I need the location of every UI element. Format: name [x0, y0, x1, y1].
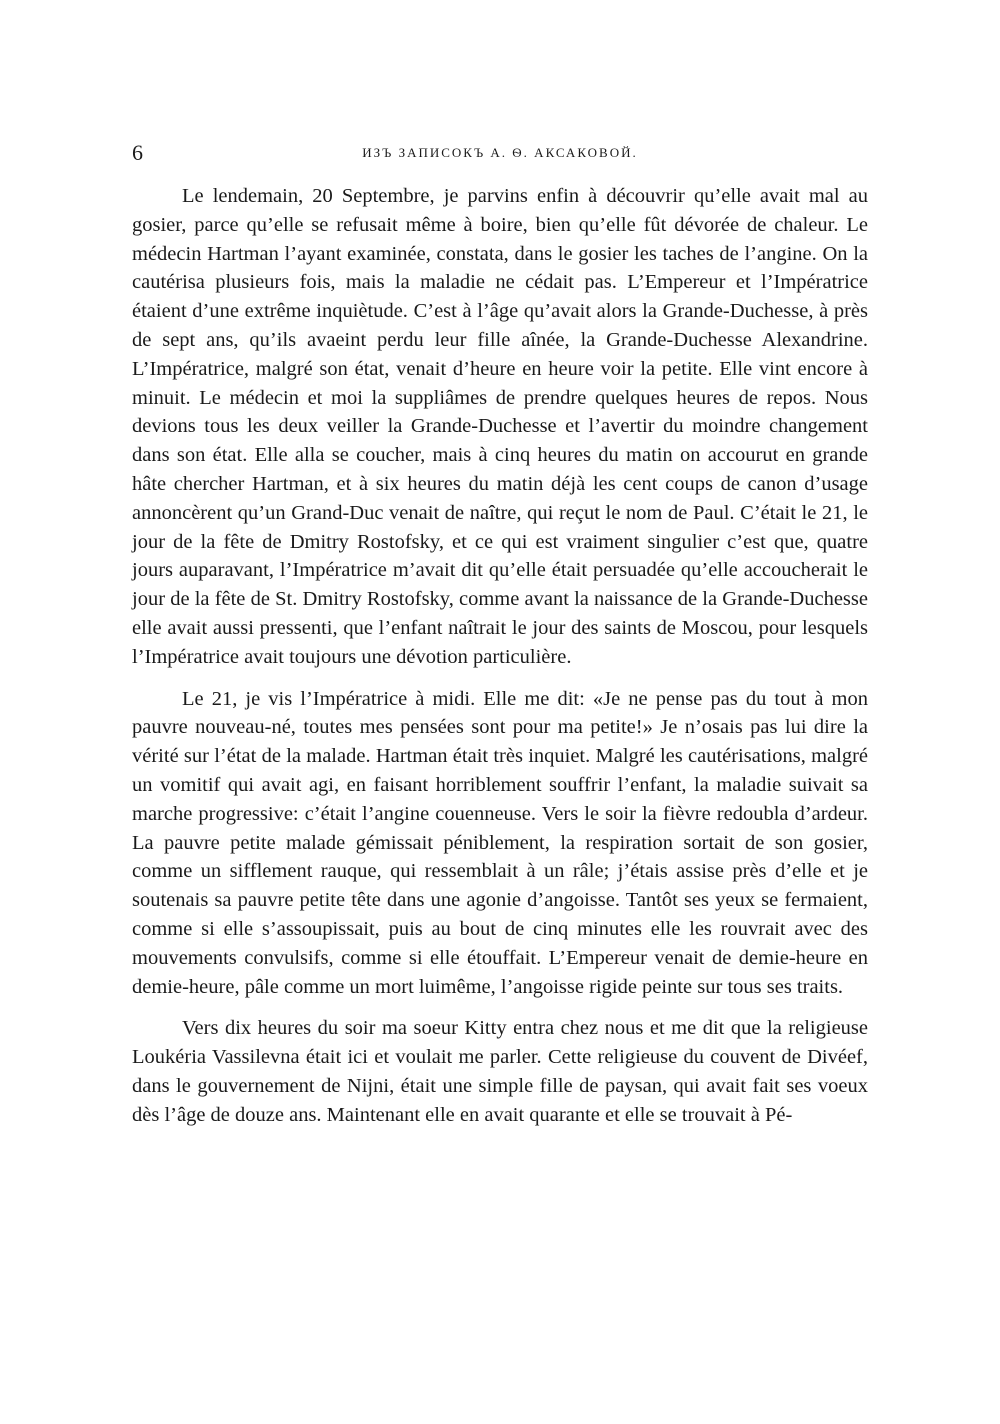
paragraph-1: Le lendemain, 20 Septembre, je parvins enfin à découvrir qu’elle avait mal au gosier, parce qu’elle se refusait même à boire, bien qu’elle fût dévorée de chaleur. Le médecin Hartman l’ayant examinée, constata, dans le gosier les taches de l’angine. On la cautérisa plusieurs fois, mais la maladie ne cédait pas. L’Empereur et l’Impératrice étaient d’une extrême inquiètude. C’est à l’âge qu’avait alors la Grande-Duchesse, à près de sept ans, qu’ils avaeint perdu leur fille aînée, la Grande-Duchesse Alexandrine. L’Impératrice, malgré son état, venait d’heure en heure voir la petite. Elle vint encore à minuit. Le médecin et moi la suppliâmes de prendre quelques heures de repos. Nous devions tous les deux veiller la Grande-Duchesse et l’avertir du moindre changement dans son état. Elle alla se coucher, mais à cinq heures du matin on accourut en grande hâte chercher Hartman, et à six heures du matin déjà les cent coups de canon d’usage annoncèrent qu’un Grand-Duc venait de naître, qui reçut le nom de Paul. C’était le 21, le jour de la fête de Dmitry Rostofsky, et ce qui est vraiment singulier c’est que, quatre jours auparavant, l’Impératrice m’avait dit qu’elle était persuadée qu’elle accoucherait le jour de la fête de St. Dmitry Rostofsky, comme avant la naissance de la Grande-Duchesse elle avait aussi pressenti, que l’enfant naîtrait le jour des saints de Moscou, pour lesquels l’Impératrice avait toujours une dévotion particulière. — [132, 185, 868, 668]
paragraph-2: Le 21, je vis l’Impératrice à midi. Elle me dit: «Je ne pense pas du tout à mon pauvre nouveau-né, toutes mes pensées sont pour ma petite!» Je n’osais pas lui dire la vérité sur l’état de la malade. Hartman était très inquiet. Malgré les cautérisations, malgré un vomitif qui avait agi, en faisant horriblement souffrir l’enfant, la maladie suivait sa marche progressive: c’était l’angine couenneuse. Vers le soir la fièvre redoubla d’ardeur. La pauvre petite malade gémissait péniblement, la respiration sortait de son gosier, comme un sifflement rauque, qui ressemblait à un râle; j’étais assise près d’elle et je soutenais sa pauvre petite tête dans une agonie d’angoisse. Tantôt ses yeux se fermaient, comme si elle s’assoupissait, puis au bout de cinq minutes elle les rouvrait avec des mouvements convulsifs, comme si elle étouffait. L’Empereur venait de demie-heure en demie-heure, pâle comme un mort luimême, l’angoisse rigide peinte sur tous ses traits. — [132, 687, 868, 998]
body-text — [132, 182, 868, 1130]
running-title: ИЗЪ ЗАПИСОКЪ А. Ѳ. АКСАКОВОЙ. — [362, 145, 638, 160]
page-header — [132, 140, 868, 170]
page-number: 6 — [132, 140, 143, 165]
paragraph-3: Vers dix heures du soir ma soeur Kitty entra chez nous et me dit que la religieuse Loukéria Vassilevna était ici et voulait me parler. Cette religieuse du couvent de Divéef, dans le gouvernement de Nijni, était une simple fille de paysan, qui avait fait ses voeux dès l’âge de douze ans. Maintenant elle en avait quarante et elle se trouvait à Pé- — [132, 1017, 868, 1126]
